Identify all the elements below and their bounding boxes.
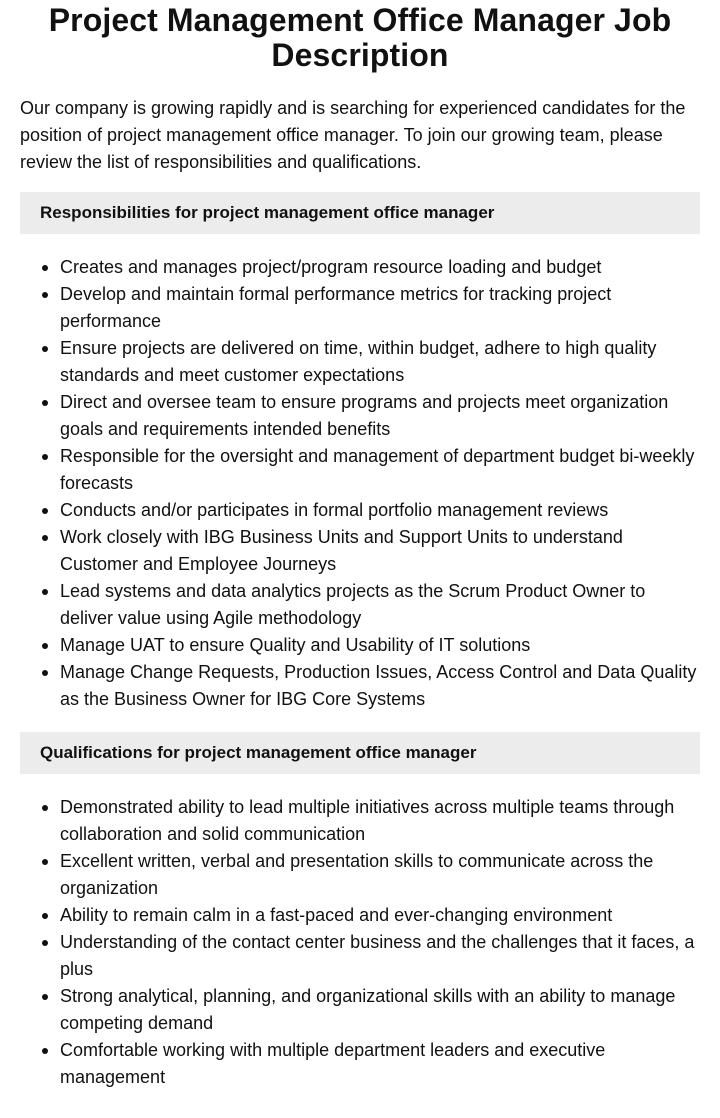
responsibilities-item bbox=[60, 443, 700, 497]
qualifications-item bbox=[60, 1037, 700, 1091]
responsibilities-item bbox=[60, 578, 700, 632]
responsibilities-heading bbox=[20, 192, 700, 234]
qualifications-item-text: Excellent written, verbal and presentation skills to communicate across the organization bbox=[60, 851, 654, 898]
bullet-icon bbox=[42, 400, 48, 406]
responsibilities-item bbox=[60, 335, 700, 389]
bullet-icon bbox=[42, 913, 48, 919]
bullet-icon bbox=[42, 670, 48, 676]
responsibilities-item bbox=[60, 524, 700, 578]
qualifications-item bbox=[60, 983, 700, 1037]
responsibilities-item bbox=[60, 659, 700, 713]
responsibilities-item-text: Manage UAT to ensure Quality and Usability of IT solutions bbox=[60, 635, 531, 655]
qualifications-heading-text: Qualifications for project management office manager bbox=[40, 743, 477, 762]
responsibilities-item-text: Manage Change Requests, Production Issues, Access Control and Data Quality as the Business Owner for IBG Core Systems bbox=[60, 662, 697, 709]
bullet-icon bbox=[42, 508, 48, 514]
responsibilities-item bbox=[60, 632, 700, 659]
qualifications-item-text: Comfortable working with multiple department leaders and executive management bbox=[60, 1040, 606, 1087]
intro-paragraph: Our company is growing rapidly and is searching for experienced candidates for the position of project management office manager. To join our growing team, please review the list of responsibilities and qualifications. bbox=[20, 98, 686, 172]
bullet-icon bbox=[42, 589, 48, 595]
bullet-icon bbox=[42, 994, 48, 1000]
qualifications-item-text: Understanding of the contact center business and the challenges that it faces, a plus bbox=[60, 932, 695, 979]
responsibilities-item bbox=[60, 389, 700, 443]
responsibilities-item-text: Creates and manages project/program resource loading and budget bbox=[60, 257, 602, 277]
bullet-icon bbox=[42, 643, 48, 649]
qualifications-item bbox=[60, 929, 700, 983]
responsibilities-item-text: Direct and oversee team to ensure programs and projects meet organization goals and requirements intended benefits bbox=[60, 392, 669, 439]
qualifications-item bbox=[60, 848, 700, 902]
qualifications-item-text: Demonstrated ability to lead multiple initiatives across multiple teams through collaboration and solid communication bbox=[60, 797, 675, 844]
qualifications-item bbox=[60, 794, 700, 848]
bullet-icon bbox=[42, 265, 48, 271]
qualifications-item-text: Strong analytical, planning, and organizational skills with an ability to manage competing demand bbox=[60, 986, 676, 1033]
bullet-icon bbox=[42, 292, 48, 298]
bullet-icon bbox=[42, 535, 48, 541]
responsibilities-item bbox=[60, 254, 700, 281]
responsibilities-item bbox=[60, 281, 700, 335]
responsibilities-item-text: Develop and maintain formal performance metrics for tracking project performance bbox=[60, 284, 612, 331]
bullet-icon bbox=[42, 940, 48, 946]
responsibilities-item bbox=[60, 497, 700, 524]
bullet-icon bbox=[42, 805, 48, 811]
responsibilities-item-text: Lead systems and data analytics projects as the Scrum Product Owner to deliver value using Agile methodology bbox=[60, 581, 646, 628]
bullet-icon bbox=[42, 346, 48, 352]
responsibilities-item-text: Ensure projects are delivered on time, within budget, adhere to high quality standards and meet customer expectations bbox=[60, 338, 657, 385]
responsibilities-list bbox=[20, 254, 700, 713]
responsibilities-item-text: Responsible for the oversight and management of department budget bi-weekly forecasts bbox=[60, 446, 695, 493]
qualifications-item bbox=[60, 902, 700, 929]
qualifications-heading bbox=[20, 732, 700, 774]
responsibilities-item-text: Work closely with IBG Business Units and Support Units to understand Customer and Employee Journeys bbox=[60, 527, 623, 574]
responsibilities-item-text: Conducts and/or participates in formal portfolio management reviews bbox=[60, 500, 609, 520]
qualifications-item-text: Ability to remain calm in a fast-paced and ever-changing environment bbox=[60, 905, 613, 925]
bullet-icon bbox=[42, 1048, 48, 1054]
bullet-icon bbox=[42, 454, 48, 460]
qualifications-list bbox=[20, 794, 700, 1091]
page-title: Project Management Office Manager Job Description bbox=[48, 2, 672, 73]
responsibilities-heading-text: Responsibilities for project management office manager bbox=[40, 203, 495, 222]
bullet-icon bbox=[42, 859, 48, 865]
